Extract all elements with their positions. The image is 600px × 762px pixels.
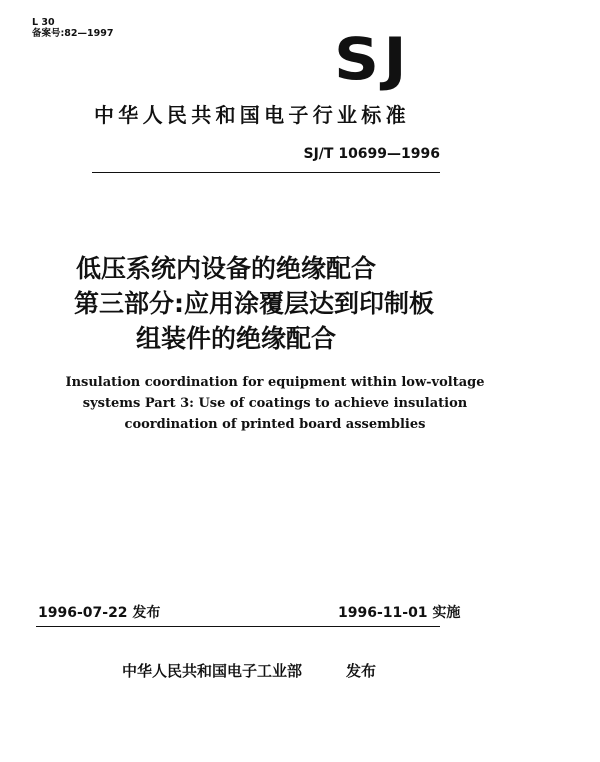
publisher: 中华人民共和国电子工业部: [122, 662, 303, 680]
sj-logo: SJ: [334, 25, 412, 93]
implementation-date: 1996-11-01 实施: [338, 605, 461, 621]
filing-number: 备案号:82—1997: [32, 28, 114, 39]
publish-label: 发布: [346, 662, 377, 680]
standard-number: SJ/T 10699—1996: [303, 146, 440, 162]
chinese-title-line: 第三部分:应用涂覆层达到印制板: [74, 289, 434, 318]
standard-category: 中华人民共和国电子行业标准: [94, 103, 410, 127]
ics-code: L 30: [32, 17, 55, 28]
header-divider: [92, 172, 440, 173]
english-title-line: Insulation coordination for equipment within low-voltage: [65, 375, 485, 390]
english-title-line: coordination of printed board assemblies: [124, 417, 426, 432]
english-title-line: systems Part 3: Use of coatings to achieve insulation: [82, 396, 468, 411]
chinese-title-line: 低压系统内设备的绝缘配合: [76, 254, 377, 283]
chinese-title-line: 组装件的绝缘配合: [136, 324, 337, 353]
footer-divider: [36, 626, 440, 627]
issue-date: 1996-07-22 发布: [38, 605, 161, 621]
